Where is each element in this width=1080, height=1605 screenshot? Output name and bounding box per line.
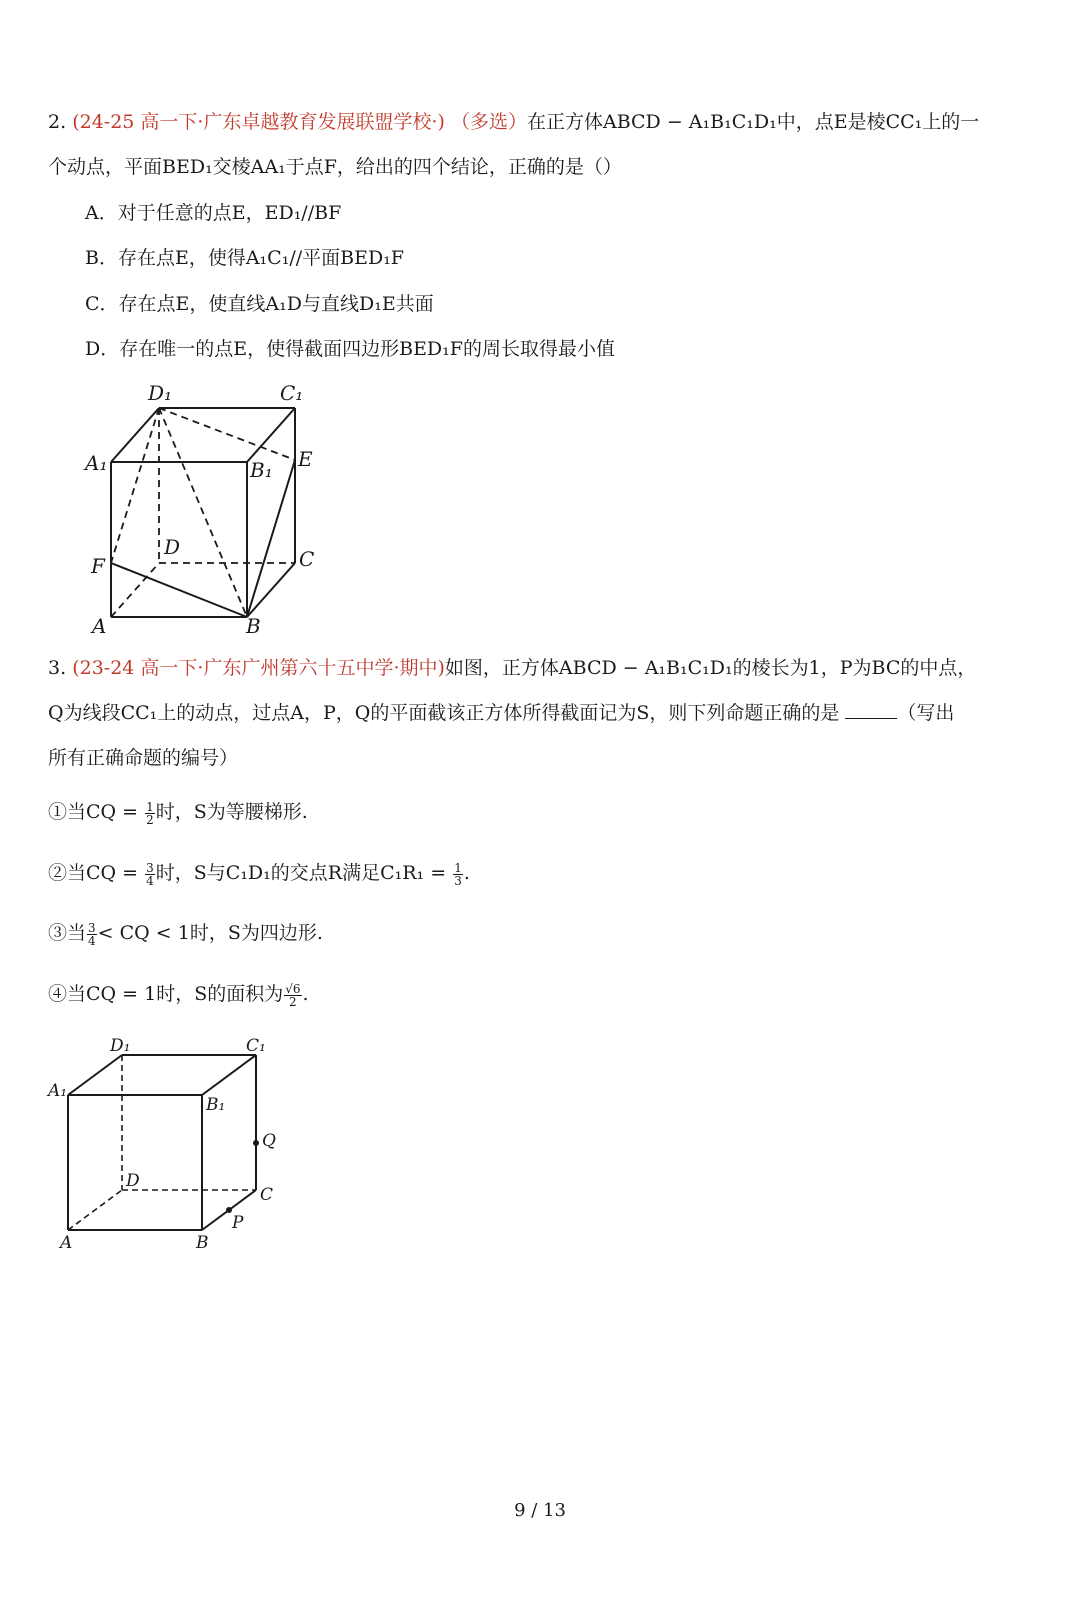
edge-b1c1 [247,408,295,462]
edge-b1c1 [202,1055,256,1095]
label-b1: B₁ [250,458,273,482]
q2-line1 [48,108,1038,136]
frac-num: 3 [146,860,154,875]
frac-den: 4 [146,873,154,888]
edge-d1b [159,408,247,617]
item-2-end: . [463,862,470,884]
q3-number: 3. [48,657,67,679]
item-2-prefix: ②当CQ = [48,862,139,884]
label-c1: C₁ [280,381,304,405]
label-d1: D₁ [110,1036,131,1056]
q3-item-4 [48,980,1038,1008]
q3-source: (23-24 高一下·广东广州第六十五中学·期中) [72,657,445,679]
point-q [253,1140,259,1146]
label-d: D [164,535,181,559]
q3-stem-2: Q为线段CC₁上的动点，过点A，P，Q的平面截该正方体所得截面记为S，则下列命题正确的是 [48,702,840,724]
label-b1: B₁ [206,1095,226,1115]
q2-option-a: A．对于任意的点E，ED₁//BF [85,202,342,224]
q3-item-1 [48,798,1038,826]
edge-ad [111,563,159,617]
q2-number: 2. [48,111,67,133]
edge-a1d1 [68,1055,122,1095]
frac-den: 3 [454,873,462,888]
q2-source: (24-25 高一下·广东卓越教育发展联盟学校·) [72,111,445,133]
label-d: D [126,1171,140,1191]
label-f: F [91,554,105,578]
item-3-fraction [87,922,97,947]
q3-stem-2b: （写出 [897,702,955,724]
q3-cube-figure [40,1030,300,1264]
label-a: A [60,1233,73,1253]
item-4-suffix: . [302,983,309,1005]
item-4-prefix: ④当CQ = 1时，S的面积为 [48,983,284,1005]
q2-option-d: D．存在唯一的点E，使得截面四边形BED₁F的周长取得最小值 [85,338,615,360]
q2-option-c: C．存在点E，使直线A₁D与直线D₁E共面 [85,293,434,315]
q2-stem-1: 在正方体ABCD − A₁B₁C₁D₁中，点E是棱CC₁上的一 [526,111,980,133]
page-number: 9 / 13 [514,1500,566,1521]
item-2-fraction [145,862,155,887]
label-a1: A₁ [85,451,108,475]
q3-line1 [48,654,1038,682]
item-1-fraction [145,801,155,826]
label-a: A [92,614,107,638]
item-2-fraction-2 [453,862,463,887]
item-3-suffix: < CQ < 1时，S为四边形. [97,922,323,944]
item-3-prefix: ③当 [48,922,87,944]
q2-stem-2: 个动点，平面BED₁交棱AA₁于点F，给出的四个结论，正确的是（） [48,156,622,178]
edge-ad [68,1190,122,1230]
q2-option-b: B．存在点E，使得A₁C₁//平面BED₁F [85,247,404,269]
edge-d1f [111,408,159,563]
label-a1: A₁ [48,1081,68,1101]
edge-be [247,460,295,617]
label-q: Q [262,1131,276,1151]
edge-fb [111,563,247,617]
label-c1: C₁ [246,1036,266,1056]
label-b: B [246,614,261,638]
q2-type: （多选） [450,111,527,133]
frac-num: √6 [285,981,301,996]
q2-cube-figure [80,375,340,644]
q3-line2 [48,699,1038,727]
edge-bc [247,563,295,617]
item-2-suffix: 时，S与C₁D₁的交点R满足C₁R₁ = [155,862,447,884]
frac-num: 3 [88,920,96,935]
q3-stem-1: 如图，正方体ABCD − A₁B₁C₁D₁的棱长为1，P为BC的中点， [444,657,977,679]
frac-num: 1 [146,799,154,814]
q3-item-2 [48,859,1038,887]
answer-blank[interactable] [845,700,897,719]
frac-den: 2 [289,994,297,1009]
item-1-prefix: ①当CQ = [48,801,139,823]
label-c: C [260,1185,274,1205]
item-4-fraction [284,983,301,1008]
label-e: E [298,447,313,471]
frac-den: 2 [146,812,154,827]
edge-d1e [159,408,295,460]
label-b: B [196,1233,209,1253]
item-1-suffix: 时，S为等腰梯形. [155,801,308,823]
edge-a1d1 [111,408,159,462]
label-p: P [232,1213,244,1233]
label-d1: D₁ [148,381,173,405]
frac-num: 1 [454,860,462,875]
frac-den: 4 [88,933,96,948]
label-c: C [299,547,315,571]
q3-item-3 [48,919,1038,947]
q3-stem-3: 所有正确命题的编号） [48,747,239,769]
